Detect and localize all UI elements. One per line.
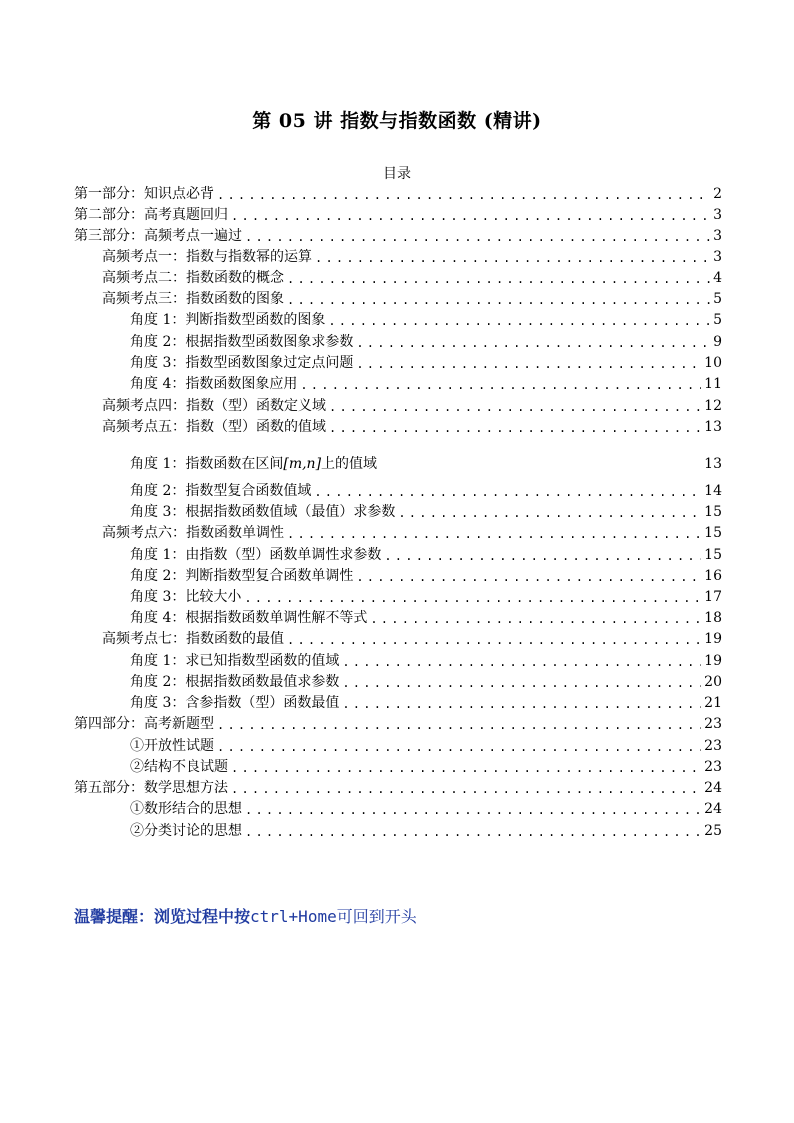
toc-entry-page: 13 [704,456,722,472]
toc-entry[interactable] [130,545,722,565]
toc-entry[interactable] [102,629,722,649]
toc-entry-page: 24 [704,801,722,817]
toc-entry-label: 第五部分：数学思想方法 [74,780,228,796]
toc-leader [342,653,701,671]
toc-leader [231,207,710,225]
toc-entry-page: 12 [704,398,722,414]
reminder-note [74,904,417,927]
toc-entry-label: 第二部分：高考真题回归 [74,207,228,223]
toc-leader [329,419,701,437]
toc-leader [342,695,701,713]
toc-entry[interactable] [102,289,722,309]
interval-math: [m,n] [283,456,322,472]
reminder-tail: 可回到开头 [336,907,417,926]
toc-entry-page: 23 [704,716,722,732]
toc-leader [245,823,701,841]
toc-entry-label: 角度 3：根据指数函数值域（最值）求参数 [130,504,396,520]
toc-entry-page: 3 [713,228,722,244]
toc-entry[interactable] [130,736,722,756]
toc-leader [328,312,710,330]
toc-entry-label: ②结构不良试题 [130,759,228,775]
toc-entry[interactable] [102,247,722,267]
toc-entry-label: 角度 3：比较大小 [130,589,242,605]
toc-entry-label: 高频考点一：指数与指数幂的运算 [102,249,312,265]
toc-entry[interactable] [74,205,722,225]
document-title: 第 05 讲 指数与指数函数 (精讲) [252,110,542,132]
toc-entry-label [130,454,377,474]
toc-leader [329,398,701,416]
toc-entry-page: 11 [704,376,722,392]
toc-leader [314,483,701,501]
toc-leader [300,376,701,394]
toc-leader [287,291,710,309]
toc-leader [217,716,701,734]
toc-entry-page: 25 [704,823,722,839]
toc-entry-page: 5 [713,312,722,328]
toc-entry[interactable] [74,778,722,798]
toc-leader [356,334,710,352]
toc-entry[interactable] [130,651,722,671]
toc-entry-label: 角度 2：判断指数型复合函数单调性 [130,568,354,584]
toc-entry-label: 角度 2：根据指数函数最值求参数 [130,674,340,690]
toc-leader [217,186,710,204]
toc-entry[interactable] [130,672,722,692]
toc-entry-label: ②分类讨论的思想 [130,823,242,839]
toc-entry[interactable] [102,523,722,543]
toc-leader [244,589,701,607]
toc-leader [356,568,701,586]
reminder-bold: 温馨提醒：浏览过程中按 [74,907,251,926]
toc-leader [287,631,701,649]
toc-entry-label: ①开放性试题 [130,738,214,754]
toc-entry-label: 角度 2：指数型复合函数值域 [130,483,312,499]
toc-entry-page: 3 [713,249,722,265]
toc-heading: 目录 [383,166,411,182]
toc-entry-page: 5 [713,291,722,307]
toc-entry[interactable] [130,502,722,522]
toc-entry[interactable] [130,310,722,330]
toc-entry[interactable] [130,353,722,373]
toc-entry[interactable] [130,799,722,819]
toc-entry[interactable] [130,374,722,394]
toc-entry-page: 15 [704,547,722,563]
toc-entry[interactable] [130,608,722,628]
toc-leader [217,738,701,756]
toc-entry-page: 15 [704,504,722,520]
toc-entry-label: 角度 3：指数型函数图象过定点问题 [130,355,354,371]
toc-leader [231,780,701,798]
toc-entry-label: 第四部分：高考新题型 [74,716,214,732]
toc-entry-page: 21 [704,695,722,711]
toc-entry-page: 13 [704,419,722,435]
toc-entry[interactable] [130,821,722,841]
toc-entry[interactable] [102,417,722,437]
toc-entry[interactable] [74,714,722,734]
toc-leader [287,270,710,288]
toc-entry-page: 19 [704,653,722,669]
toc-leader [342,674,701,692]
toc-entry[interactable] [74,226,722,246]
toc-entry[interactable] [130,566,722,586]
toc-entry[interactable] [130,332,722,352]
toc-entry[interactable] [130,587,722,607]
toc-entry[interactable] [130,693,722,713]
toc-entry-page: 23 [704,759,722,775]
toc-leader [315,249,710,267]
toc-leader [356,355,701,373]
toc-entry[interactable] [130,481,722,501]
toc-entry-label-post: 上的值域 [321,456,378,472]
toc-entry[interactable] [74,184,722,204]
toc-entry-label: 角度 1：由指数（型）函数单调性求参数 [130,547,382,563]
toc-entry-page: 23 [704,738,722,754]
toc-entry-label: 角度 1：判断指数型函数的图象 [130,312,326,328]
toc-entry-page: 17 [704,589,722,605]
toc-entry-page: 10 [704,355,722,371]
toc-entry-page: 20 [704,674,722,690]
toc-entry-label: 高频考点四：指数（型）函数定义域 [102,398,326,414]
toc-entry-page: 16 [704,568,722,584]
toc-entry[interactable] [130,450,722,474]
toc-entry-page: 19 [704,631,722,647]
toc-leader [370,610,701,628]
toc-leader [398,504,701,522]
toc-leader [287,525,701,543]
toc-entry-page: 3 [713,207,722,223]
toc-entry-page: 18 [704,610,722,626]
toc-entry-label: 高频考点七：指数函数的最值 [102,631,284,647]
toc-entry-page: 2 [713,186,722,202]
toc-leader [231,759,701,777]
toc-entry[interactable] [130,757,722,777]
toc-entry-page: 14 [704,483,722,499]
toc-entry-label: 第三部分：高频考点一遍过 [74,228,242,244]
toc-entry-page: 15 [704,525,722,541]
toc-entry-label: 角度 4：指数函数图象应用 [130,376,298,392]
toc-entry-page: 24 [704,780,722,796]
toc-entry-label: 高频考点五：指数（型）函数的值域 [102,419,326,435]
toc-entry-label: 角度 3：含参指数（型）函数最值 [130,695,340,711]
reminder-keys: ctrl+Home [250,907,337,926]
toc-entry-page: 9 [713,334,722,350]
toc-entry[interactable] [102,268,722,288]
toc-leader [245,228,710,246]
toc-entry-label-pre: 角度 1：指数函数在区间 [130,456,284,472]
toc-entry-label: 角度 1：求已知指数型函数的值域 [130,653,340,669]
toc-entry-label: 高频考点六：指数函数单调性 [102,525,284,541]
toc-entry-label: 角度 4：根据指数函数单调性解不等式 [130,610,368,626]
toc-entry[interactable] [102,396,722,416]
toc-entry-label: 高频考点二：指数函数的概念 [102,270,284,286]
toc-entry-label: ①数形结合的思想 [130,801,242,817]
toc-entry-label: 角度 2：根据指数型函数图象求参数 [130,334,354,350]
toc-leader [245,801,701,819]
toc-entry-label: 高频考点三：指数函数的图象 [102,291,284,307]
toc-entry-label: 第一部分：知识点必背 [74,186,214,202]
toc-entry-page: 4 [713,270,722,286]
toc-leader [384,547,701,565]
